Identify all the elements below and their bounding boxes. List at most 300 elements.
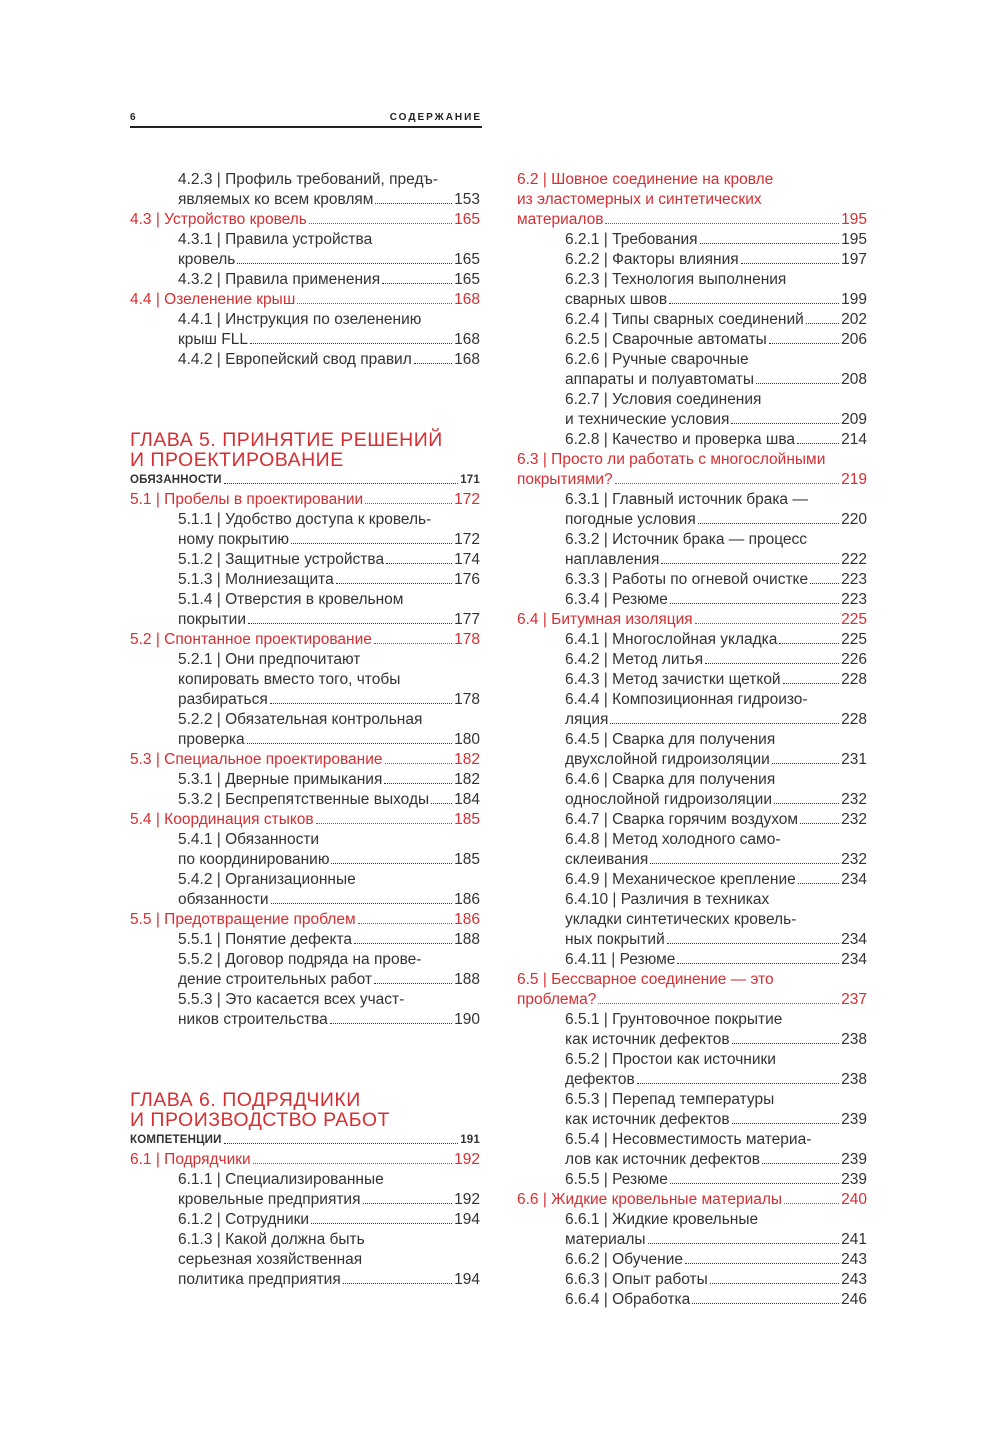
dot-leader	[250, 330, 452, 344]
toc-line-text: 6.1.3 | Какой должна быть	[178, 1231, 365, 1248]
toc-line	[178, 530, 480, 550]
toc-line-text: 5.2.2 | Обязательная контрольная	[178, 711, 423, 728]
toc-page-number: 176	[454, 571, 480, 588]
toc-line-text: 6.5.5 | Резюме	[565, 1171, 668, 1188]
toc-page-number: 246	[841, 1291, 867, 1308]
toc-subentry	[517, 1010, 867, 1050]
toc-line-text: 6.2.3 | Технология выполнения	[565, 271, 787, 288]
toc-page-number: 232	[841, 851, 867, 868]
toc-subentry	[517, 770, 867, 810]
toc-page-number: 199	[841, 291, 867, 308]
toc-line	[178, 270, 480, 290]
toc-line	[565, 410, 867, 430]
toc-line-text: 6.4 | Битумная изоляция	[517, 611, 693, 628]
toc-line-text: 5.5.2 | Договор подряда на прове-	[178, 951, 422, 968]
toc-subentry	[517, 250, 867, 270]
toc-line	[178, 310, 480, 330]
toc-page-number: 185	[454, 811, 480, 828]
toc-line	[565, 1110, 867, 1130]
toc-subentry	[517, 230, 867, 250]
toc-subentry	[517, 1290, 867, 1310]
toc-line-text: 6.3.2 | Источник брака — процесс	[565, 531, 808, 548]
dot-leader	[414, 350, 452, 364]
toc-line	[565, 1150, 867, 1170]
toc-line	[130, 490, 480, 510]
dot-leader	[692, 1290, 839, 1304]
toc-line	[130, 1150, 480, 1170]
toc-subentry	[517, 330, 867, 350]
toc-line	[565, 790, 867, 810]
dot-leader	[343, 1270, 452, 1284]
toc-page-number: 168	[454, 291, 480, 308]
toc-line-text: кровельные предприятия	[178, 1191, 361, 1208]
dot-leader	[685, 1250, 839, 1264]
toc-line	[565, 510, 867, 530]
toc-line-text: материалы	[565, 1231, 646, 1248]
toc-line	[565, 750, 867, 770]
toc-page-number: 178	[454, 631, 480, 648]
toc-line	[178, 550, 480, 570]
dot-leader	[331, 850, 452, 864]
toc-line-text: 6.5.4 | Несовместимость материа-	[565, 1131, 812, 1148]
toc-line	[565, 930, 867, 950]
dot-leader	[291, 530, 452, 544]
toc-line-text: 5.1.4 | Отверстия в кровельном	[178, 591, 404, 608]
toc-line	[565, 730, 867, 750]
toc-page-number: 184	[454, 791, 480, 808]
dot-leader	[382, 270, 452, 284]
toc-page-number: 172	[454, 531, 480, 548]
toc-line-text: 5.3 | Специальное проектирование	[130, 751, 383, 768]
toc-line-text: 6.4.11 | Резюме	[565, 951, 676, 968]
dot-leader	[670, 1170, 839, 1184]
dot-leader	[598, 990, 839, 1004]
running-title: СОДЕРЖАНИЕ	[389, 112, 482, 123]
toc-line-text: как источник дефектов	[565, 1031, 730, 1048]
dot-leader	[336, 570, 452, 584]
toc-page-number: 172	[454, 491, 480, 508]
toc-line	[565, 1010, 867, 1030]
dot-leader	[374, 630, 452, 644]
toc-page-number: 188	[454, 971, 480, 988]
toc-subentry	[517, 670, 867, 690]
toc-line-text: 4.4.1 | Инструкция по озеленению	[178, 311, 422, 328]
toc-line	[178, 250, 480, 270]
toc-section	[130, 750, 480, 770]
dot-leader	[769, 330, 839, 344]
toc-line-text: И ПРОИЗВОДСТВО РАБОТ	[130, 1109, 390, 1131]
dot-leader	[648, 1230, 840, 1244]
toc-line-text: 6.6.2 | Обучение	[565, 1251, 683, 1268]
toc-line	[130, 210, 480, 230]
toc-section	[517, 610, 867, 630]
toc-subentry	[130, 1230, 480, 1290]
toc-line	[565, 350, 867, 370]
toc-page-number: 188	[454, 931, 480, 948]
toc-line-text: проверка	[178, 731, 245, 748]
page-number: 6	[130, 112, 137, 123]
toc-line	[178, 950, 480, 970]
toc-line-text: погодные условия	[565, 511, 696, 528]
toc-line	[565, 830, 867, 850]
dot-leader	[695, 610, 839, 624]
toc-line-text: 5.4.1 | Обязанности	[178, 831, 320, 848]
toc-line-text: проблема?	[517, 991, 597, 1008]
toc-subentry	[130, 830, 480, 870]
toc-line-text: аппараты и полуавтоматы	[565, 371, 754, 388]
toc-page-number: 234	[841, 931, 867, 948]
toc-line-text: 6.5 | Бессварное соединение — это	[517, 971, 774, 988]
dot-leader	[271, 890, 453, 904]
toc-page-number: 194	[454, 1211, 480, 1228]
toc-page-number: 195	[841, 211, 867, 228]
toc-line	[565, 870, 867, 890]
toc-page-number: 228	[841, 671, 867, 688]
toc-subentry	[517, 1170, 867, 1190]
dot-leader	[756, 370, 839, 384]
toc-section	[130, 290, 480, 310]
toc-line	[178, 330, 480, 350]
dot-leader	[354, 930, 452, 944]
dot-leader	[797, 430, 839, 444]
toc-page-number: 232	[841, 791, 867, 808]
toc-page-number: 231	[841, 751, 867, 768]
dot-leader	[374, 970, 452, 984]
toc-line-text: и технические условия	[565, 411, 730, 428]
toc-section	[130, 490, 480, 510]
toc-line-text: политика предприятия	[178, 1271, 341, 1288]
toc-line-text: 5.3.1 | Дверные примыкания	[178, 771, 383, 788]
toc-line	[130, 1090, 480, 1110]
toc-column-left	[130, 170, 480, 1290]
toc-line-text: 5.5.3 | Это касается всех участ-	[178, 991, 405, 1008]
toc-line-text: 6.4.8 | Метод холодного само-	[565, 831, 781, 848]
toc-line	[565, 1230, 867, 1250]
toc-section	[130, 810, 480, 830]
toc-line-text: покрытии	[178, 611, 246, 628]
toc-page-number: 239	[841, 1151, 867, 1168]
toc-line-text: копировать вместо того, чтобы	[178, 671, 401, 688]
toc-line	[565, 950, 867, 970]
toc-subentry	[517, 1090, 867, 1130]
dot-leader	[385, 750, 453, 764]
toc-line-text: 5.1.3 | Молниезащита	[178, 571, 334, 588]
toc-page-number: 192	[454, 1191, 480, 1208]
toc-line-text: 4.4 | Озеленение крыш	[130, 291, 296, 308]
toc-subentry	[130, 170, 480, 210]
dot-leader	[431, 790, 452, 804]
toc-page-number: 168	[454, 331, 480, 348]
toc-page-number: 177	[454, 611, 480, 628]
dot-leader	[637, 1070, 839, 1084]
toc-line	[565, 290, 867, 310]
toc-page-number: 232	[841, 811, 867, 828]
toc-subentry	[517, 270, 867, 310]
toc-line-text: склеивания	[565, 851, 649, 868]
chapter-heading	[130, 430, 480, 470]
toc-subentry	[130, 230, 480, 270]
dot-leader	[705, 650, 839, 664]
toc-subentry	[130, 950, 480, 990]
toc-line-text: дефектов	[565, 1071, 635, 1088]
toc-line	[178, 1210, 480, 1230]
toc-line	[178, 1190, 480, 1210]
toc-line	[565, 390, 867, 410]
toc-line-text: лов как источник дефектов	[565, 1151, 760, 1168]
dot-leader	[247, 730, 452, 744]
toc-line	[565, 1130, 867, 1150]
toc-line-text: 6.4.3 | Метод зачистки щеткой	[565, 671, 781, 688]
dot-leader	[762, 1150, 839, 1164]
toc-line	[178, 1230, 480, 1250]
dot-leader	[224, 470, 458, 484]
toc-line-text: 5.5 | Предотвращение проблем	[130, 911, 356, 928]
dot-leader	[248, 610, 452, 624]
toc-line	[565, 1270, 867, 1290]
toc-line-text: 6.1.2 | Сотрудники	[178, 1211, 310, 1228]
toc-line-text: крыш FLL	[178, 331, 248, 348]
toc-line	[130, 1130, 480, 1150]
toc-subentry	[130, 1210, 480, 1230]
toc-line-text: 5.1 | Пробелы в проектировании	[130, 491, 364, 508]
toc-subentry	[130, 550, 480, 570]
toc-subentry	[517, 390, 867, 430]
dot-leader	[363, 1190, 453, 1204]
toc-line	[565, 890, 867, 910]
toc-line	[565, 670, 867, 690]
toc-line	[178, 1270, 480, 1290]
toc-section	[130, 1150, 480, 1170]
toc-section	[130, 910, 480, 930]
toc-line	[517, 210, 867, 230]
toc-line	[178, 190, 480, 210]
toc-line	[565, 1070, 867, 1090]
toc-line-text: материалов	[517, 211, 604, 228]
toc-subentry	[517, 830, 867, 870]
dot-leader	[698, 510, 839, 524]
dot-leader	[605, 210, 839, 224]
toc-subentry	[130, 770, 480, 790]
toc-line-text: 6.2.5 | Сварочные автоматы	[565, 331, 767, 348]
toc-line	[130, 430, 480, 450]
toc-line	[565, 430, 867, 450]
dot-leader	[358, 910, 453, 924]
toc-subentry	[130, 350, 480, 370]
toc-line-text: 6.3 | Просто ли работать с многослойными	[517, 451, 826, 468]
toc-line-text: 4.3.2 | Правила применения	[178, 271, 381, 288]
toc-subentry	[517, 490, 867, 530]
dot-leader	[375, 190, 452, 204]
toc-page-number: 197	[841, 251, 867, 268]
toc-line	[178, 610, 480, 630]
toc-page-number: 182	[454, 751, 480, 768]
dot-leader	[386, 550, 452, 564]
toc-line	[517, 970, 867, 990]
dot-leader	[731, 410, 839, 424]
toc-line	[565, 810, 867, 830]
dot-leader	[677, 950, 839, 964]
toc-line-text: являемых ко всем кровлям	[178, 191, 374, 208]
toc-page-number: 209	[841, 411, 867, 428]
toc-line	[517, 610, 867, 630]
toc-line-text: 6.1 | Подрядчики	[130, 1151, 251, 1168]
toc-line-text: 4.2.3 | Профиль требований, предъ-	[178, 171, 439, 188]
dot-leader	[732, 1110, 840, 1124]
toc-line	[565, 1050, 867, 1070]
toc-line	[178, 690, 480, 710]
toc-line	[178, 650, 480, 670]
toc-line	[565, 1030, 867, 1050]
toc-page-number: 225	[841, 631, 867, 648]
toc-line	[565, 530, 867, 550]
toc-subentry	[517, 530, 867, 570]
toc-line	[565, 710, 867, 730]
toc-line	[565, 650, 867, 670]
toc-line	[565, 910, 867, 930]
toc-line-text: укладки синтетических кровель-	[565, 911, 797, 928]
toc-line	[130, 290, 480, 310]
toc-subentry	[517, 950, 867, 970]
toc-line	[130, 750, 480, 770]
toc-subentry	[517, 870, 867, 890]
toc-line-text: 6.4.1 | Многослойная укладка	[565, 631, 778, 648]
toc-line-text: 4.3 | Устройство кровель	[130, 211, 307, 228]
dot-leader	[270, 690, 452, 704]
toc-line-text: ОБЯЗАННОСТИ	[130, 474, 222, 486]
toc-line	[178, 350, 480, 370]
toc-line-text: наплавления	[565, 551, 660, 568]
toc-line-text: 6.3.3 | Работы по огневой очистке	[565, 571, 809, 588]
toc-line	[565, 1250, 867, 1270]
toc-line-text: 5.3.2 | Беспрепятственные выходы	[178, 791, 430, 808]
toc-page-number: 220	[841, 511, 867, 528]
toc-line-text: 5.1.1 | Удобство доступа к кровель-	[178, 511, 432, 528]
toc-subentry	[517, 590, 867, 610]
toc-line	[178, 670, 480, 690]
toc-line	[178, 830, 480, 850]
toc-line-text: двухслойной гидроизоляции	[565, 751, 770, 768]
toc-line-text: 6.4.9 | Механическое крепление	[565, 871, 796, 888]
toc-line	[565, 850, 867, 870]
toc-line-text: как источник дефектов	[565, 1111, 730, 1128]
dot-leader	[610, 710, 839, 724]
toc-page-number: 214	[841, 431, 867, 448]
toc-page-number: 239	[841, 1171, 867, 1188]
toc-line	[178, 970, 480, 990]
toc-line	[178, 890, 480, 910]
toc-line-text: 5.1.2 | Защитные устройства	[178, 551, 385, 568]
dot-leader	[774, 790, 839, 804]
toc-page-number: 243	[841, 1271, 867, 1288]
toc-subentry	[517, 810, 867, 830]
toc-subentry	[517, 1210, 867, 1250]
toc-section	[517, 1190, 867, 1210]
toc-line	[517, 450, 867, 470]
toc-page-number: 226	[841, 651, 867, 668]
toc-page-number: 225	[841, 611, 867, 628]
toc-line-text: 6.5.2 | Простои как источники	[565, 1051, 776, 1068]
toc-page-number: 192	[454, 1151, 480, 1168]
toc-line-text: 6.5.3 | Перепад температуры	[565, 1091, 775, 1108]
toc-page-number: 186	[454, 891, 480, 908]
toc-line	[565, 250, 867, 270]
toc-line	[178, 1010, 480, 1030]
toc-line-text: 6.4.5 | Сварка для получения	[565, 731, 776, 748]
toc-page-number: 241	[841, 1231, 867, 1248]
dot-leader	[784, 1190, 839, 1204]
toc-entry-bold	[130, 1130, 480, 1150]
toc-line	[178, 510, 480, 530]
toc-subentry	[517, 650, 867, 670]
toc-section	[130, 210, 480, 230]
toc-page-number: 178	[454, 691, 480, 708]
toc-line	[565, 270, 867, 290]
toc-page-number: 153	[454, 191, 480, 208]
toc-section	[517, 970, 867, 1010]
toc-line-text: 6.2 | Шовное соединение на кровле	[517, 171, 774, 188]
toc-line	[178, 570, 480, 590]
toc-line-text: из эластомерных и синтетических	[517, 191, 762, 208]
toc-line	[178, 870, 480, 890]
toc-line-text: по координированию	[178, 851, 330, 868]
chapter-heading	[130, 1090, 480, 1130]
toc-line-text: ляция	[565, 711, 609, 728]
toc-line	[178, 770, 480, 790]
dot-leader	[311, 1210, 452, 1224]
toc-page-number: 223	[841, 591, 867, 608]
toc-line	[178, 230, 480, 250]
toc-page-number: 238	[841, 1031, 867, 1048]
dot-leader	[667, 930, 839, 944]
toc-line-text: покрытиями?	[517, 471, 613, 488]
toc-page-number: 165	[454, 211, 480, 228]
dot-leader	[297, 290, 452, 304]
toc-subentry	[517, 890, 867, 950]
dot-leader	[772, 750, 839, 764]
toc-subentry	[130, 590, 480, 630]
dot-leader	[741, 250, 839, 264]
toc-subentry	[517, 1250, 867, 1270]
toc-line-text: ному покрытию	[178, 531, 290, 548]
toc-line	[565, 370, 867, 390]
toc-line-text: 5.2.1 | Они предпочитают	[178, 651, 361, 668]
toc-page-number: 238	[841, 1071, 867, 1088]
dot-leader	[669, 290, 839, 304]
running-header	[130, 112, 482, 128]
toc-subentry	[517, 430, 867, 450]
toc-line-text: 5.4.2 | Организационные	[178, 871, 356, 888]
toc-subentry	[517, 1130, 867, 1170]
toc-line-text: ников строительства	[178, 1011, 328, 1028]
toc-line	[517, 1190, 867, 1210]
dot-leader	[800, 810, 839, 824]
toc-line	[130, 1110, 480, 1130]
dot-leader	[710, 1270, 839, 1284]
dot-leader	[309, 210, 452, 224]
toc-line-text: 4.3.1 | Правила устройства	[178, 231, 373, 248]
toc-subentry	[517, 730, 867, 770]
toc-column-right	[517, 170, 867, 1310]
toc-section	[130, 630, 480, 650]
toc-page-number: 195	[841, 231, 867, 248]
toc-line	[565, 330, 867, 350]
toc-line	[178, 790, 480, 810]
toc-subentry	[130, 790, 480, 810]
toc-line-text: 6.2.1 | Требования	[565, 231, 698, 248]
toc-subentry	[130, 310, 480, 350]
toc-line	[517, 190, 867, 210]
toc-page-number: 228	[841, 711, 867, 728]
